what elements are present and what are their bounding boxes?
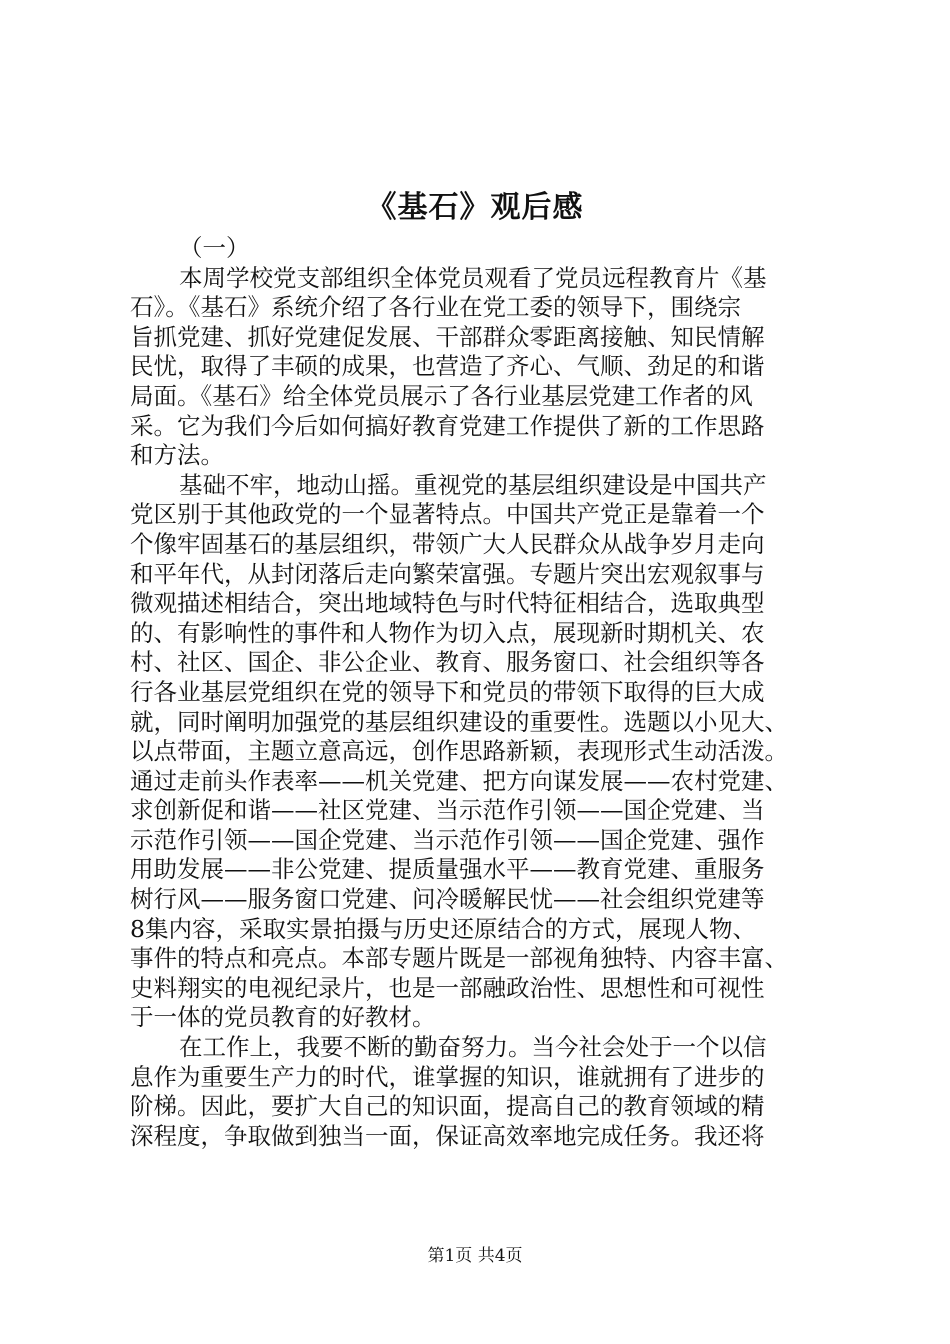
- text-line: 基础不牢，地动山摇。重视党的基层组织建设是中国共产: [179, 470, 767, 499]
- text-line: 深程度，争取做到独当一面，保证高效率地完成任务。我还将: [130, 1121, 765, 1150]
- text-line: 采。它为我们今后如何搞好教育党建工作提供了新的工作思路: [130, 411, 765, 440]
- text-line: 阶梯。因此，要扩大自己的知识面，提高自己的教育领域的精: [130, 1092, 765, 1121]
- text-line: 用助发展——非公党建、提质量强水平——教育党建、重服务: [130, 855, 765, 884]
- document-body: [130, 234, 830, 1151]
- text-line: 就，同时阐明加强党的基层组织建设的重要性。选题以小见大、: [130, 707, 788, 736]
- text-line: 于一体的党员教育的好教材。: [130, 1003, 436, 1032]
- text-line: 旨抓党建、抓好党建促发展、干部群众零距离接触、知民情解: [130, 322, 765, 351]
- text-line: 本周学校党支部组织全体党员观看了党员远程教育片《基: [179, 263, 767, 292]
- text-line: 求创新促和谐——社区党建、当示范作引领——国企党建、当: [130, 796, 765, 825]
- text-line: 行各业基层党组织在党的领导下和党员的带领下取得的巨大成: [130, 677, 765, 706]
- text-line: 的、有影响性的事件和人物作为切入点，展现新时期机关、农: [130, 618, 765, 647]
- text-line: 事件的特点和亮点。本部专题片既是一部视角独特、内容丰富、: [130, 944, 788, 973]
- text-line: 示范作引领——国企党建、当示范作引领——国企党建、强作: [130, 825, 765, 854]
- text-line: 石》。《基石》系统介绍了各行业在党工委的领导下，围绕宗: [130, 293, 741, 322]
- text-line: （一）: [179, 234, 250, 262]
- text-line: 史料翔实的电视纪录片，也是一部融政治性、思想性和可视性: [130, 973, 765, 1002]
- text-line: 息作为重要生产力的时代，谁掌握的知识，谁就拥有了进步的: [130, 1062, 765, 1091]
- text-line: 局面。《基石》给全体党员展示了各行业基层党建工作者的风: [130, 381, 753, 410]
- text-line: 8集内容，采取实景拍摄与历史还原结合的方式，展现人物、: [130, 914, 756, 943]
- text-line: 以点带面，主题立意高远，创作思路新颖，表现形式生动活泼。: [130, 737, 788, 766]
- text-line: 党区别于其他政党的一个显著特点。中国共产党正是靠着一个: [130, 500, 765, 529]
- document-title: 《基石》观后感: [366, 190, 584, 225]
- text-line: 村、社区、国企、非公企业、教育、服务窗口、社会组织等各: [130, 648, 765, 677]
- text-line: 树行风——服务窗口党建、问冷暖解民忧——社会组织党建等: [130, 885, 765, 914]
- text-line: 个像牢固基石的基层组织，带领广大人民群众从战争岁月走向: [130, 529, 765, 558]
- text-line: 和方法。: [130, 441, 224, 470]
- text-line: 微观描述相结合，突出地域特色与时代特征相结合，选取典型: [130, 589, 765, 618]
- text-line: 通过走前头作表率——机关党建、把方向谋发展——农村党建、: [130, 766, 788, 795]
- page-footer: 第1页 共4页: [427, 1246, 523, 1266]
- text-line: 在工作上，我要不断的勤奋努力。当今社会处于一个以信: [179, 1033, 767, 1062]
- text-line: 和平年代，从封闭落后走向繁荣富强。专题片突出宏观叙事与: [130, 559, 765, 588]
- text-line: 民忧，取得了丰硕的成果，也营造了齐心、气顺、劲足的和谐: [130, 352, 765, 381]
